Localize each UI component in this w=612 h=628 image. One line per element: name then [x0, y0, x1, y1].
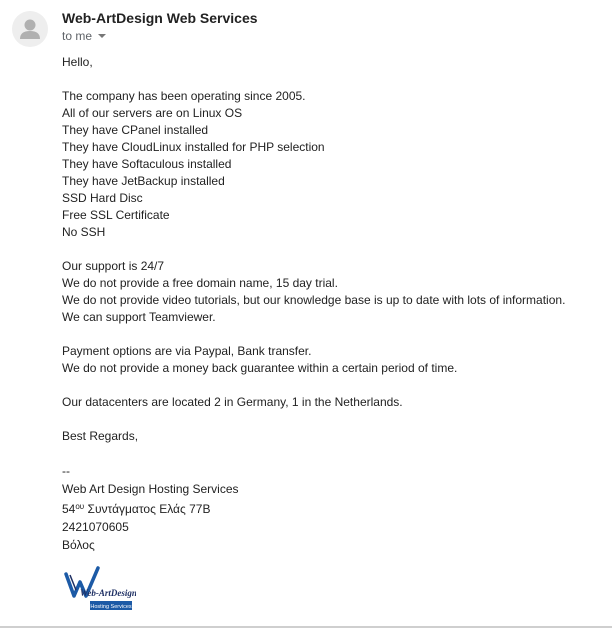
email-body [62, 54, 602, 445]
body-line: Our datacenters are located 2 in Germany, 1 in the Netherlands. [62, 395, 403, 409]
blank-line [62, 326, 602, 343]
blank-line [62, 71, 602, 88]
signature-company: Web Art Design Hosting Services [62, 482, 239, 496]
recipient-label: to me [62, 29, 93, 43]
signature-separator: -- [62, 464, 70, 478]
recipient-line[interactable] [62, 29, 106, 43]
closing: Best Regards, [62, 429, 139, 443]
person-icon [12, 11, 48, 47]
body-line: No SSH [62, 225, 106, 239]
company-logo[interactable] [64, 566, 136, 612]
body-line: We do not provide a money back guarantee within a certain period of time. [62, 361, 458, 375]
caret-down-icon[interactable] [98, 34, 106, 38]
logo-text-sub: Hosting Services [90, 604, 132, 610]
blank-line [62, 241, 602, 258]
signature-city: Βόλος [62, 538, 95, 552]
sender-name[interactable]: Web-ArtDesign Web Services [62, 10, 258, 26]
body-line: They have CloudLinux installed for PHP selection [62, 140, 325, 154]
body-line: Our support is 24/7 [62, 259, 165, 273]
body-line: The company has been operating since 2005. [62, 89, 306, 103]
signature-phone[interactable]: 2421070605 [62, 520, 129, 534]
signature-address [62, 498, 239, 518]
web-artdesign-logo-icon [64, 566, 136, 612]
blank-line [62, 411, 602, 428]
body-line: SSD Hard Disc [62, 191, 143, 205]
body-line: Free SSL Certificate [62, 208, 170, 222]
address-street: Συντάγματος Ελάς 77Β [84, 502, 211, 516]
sender-avatar[interactable] [12, 11, 48, 47]
body-line: They have CPanel installed [62, 123, 209, 137]
body-line: We can support Teamviewer. [62, 310, 216, 324]
body-line: We do not provide a free domain name, 15 day trial. [62, 276, 338, 290]
body-line: Payment options are via Paypal, Bank transfer. [62, 344, 312, 358]
blank-line [62, 377, 602, 394]
body-line: They have Softaculous installed [62, 157, 232, 171]
signature [62, 462, 239, 554]
body-line: We do not provide video tutorials, but our knowledge base is up to date with lots of information. [62, 293, 566, 307]
address-suffix: ου [75, 502, 85, 511]
greeting: Hello, [62, 55, 93, 69]
address-number: 54 [62, 502, 76, 516]
logo-text-main: Web-ArtDesign [80, 588, 136, 598]
body-line: They have JetBackup installed [62, 174, 225, 188]
body-line: All of our servers are on Linux OS [62, 106, 243, 120]
